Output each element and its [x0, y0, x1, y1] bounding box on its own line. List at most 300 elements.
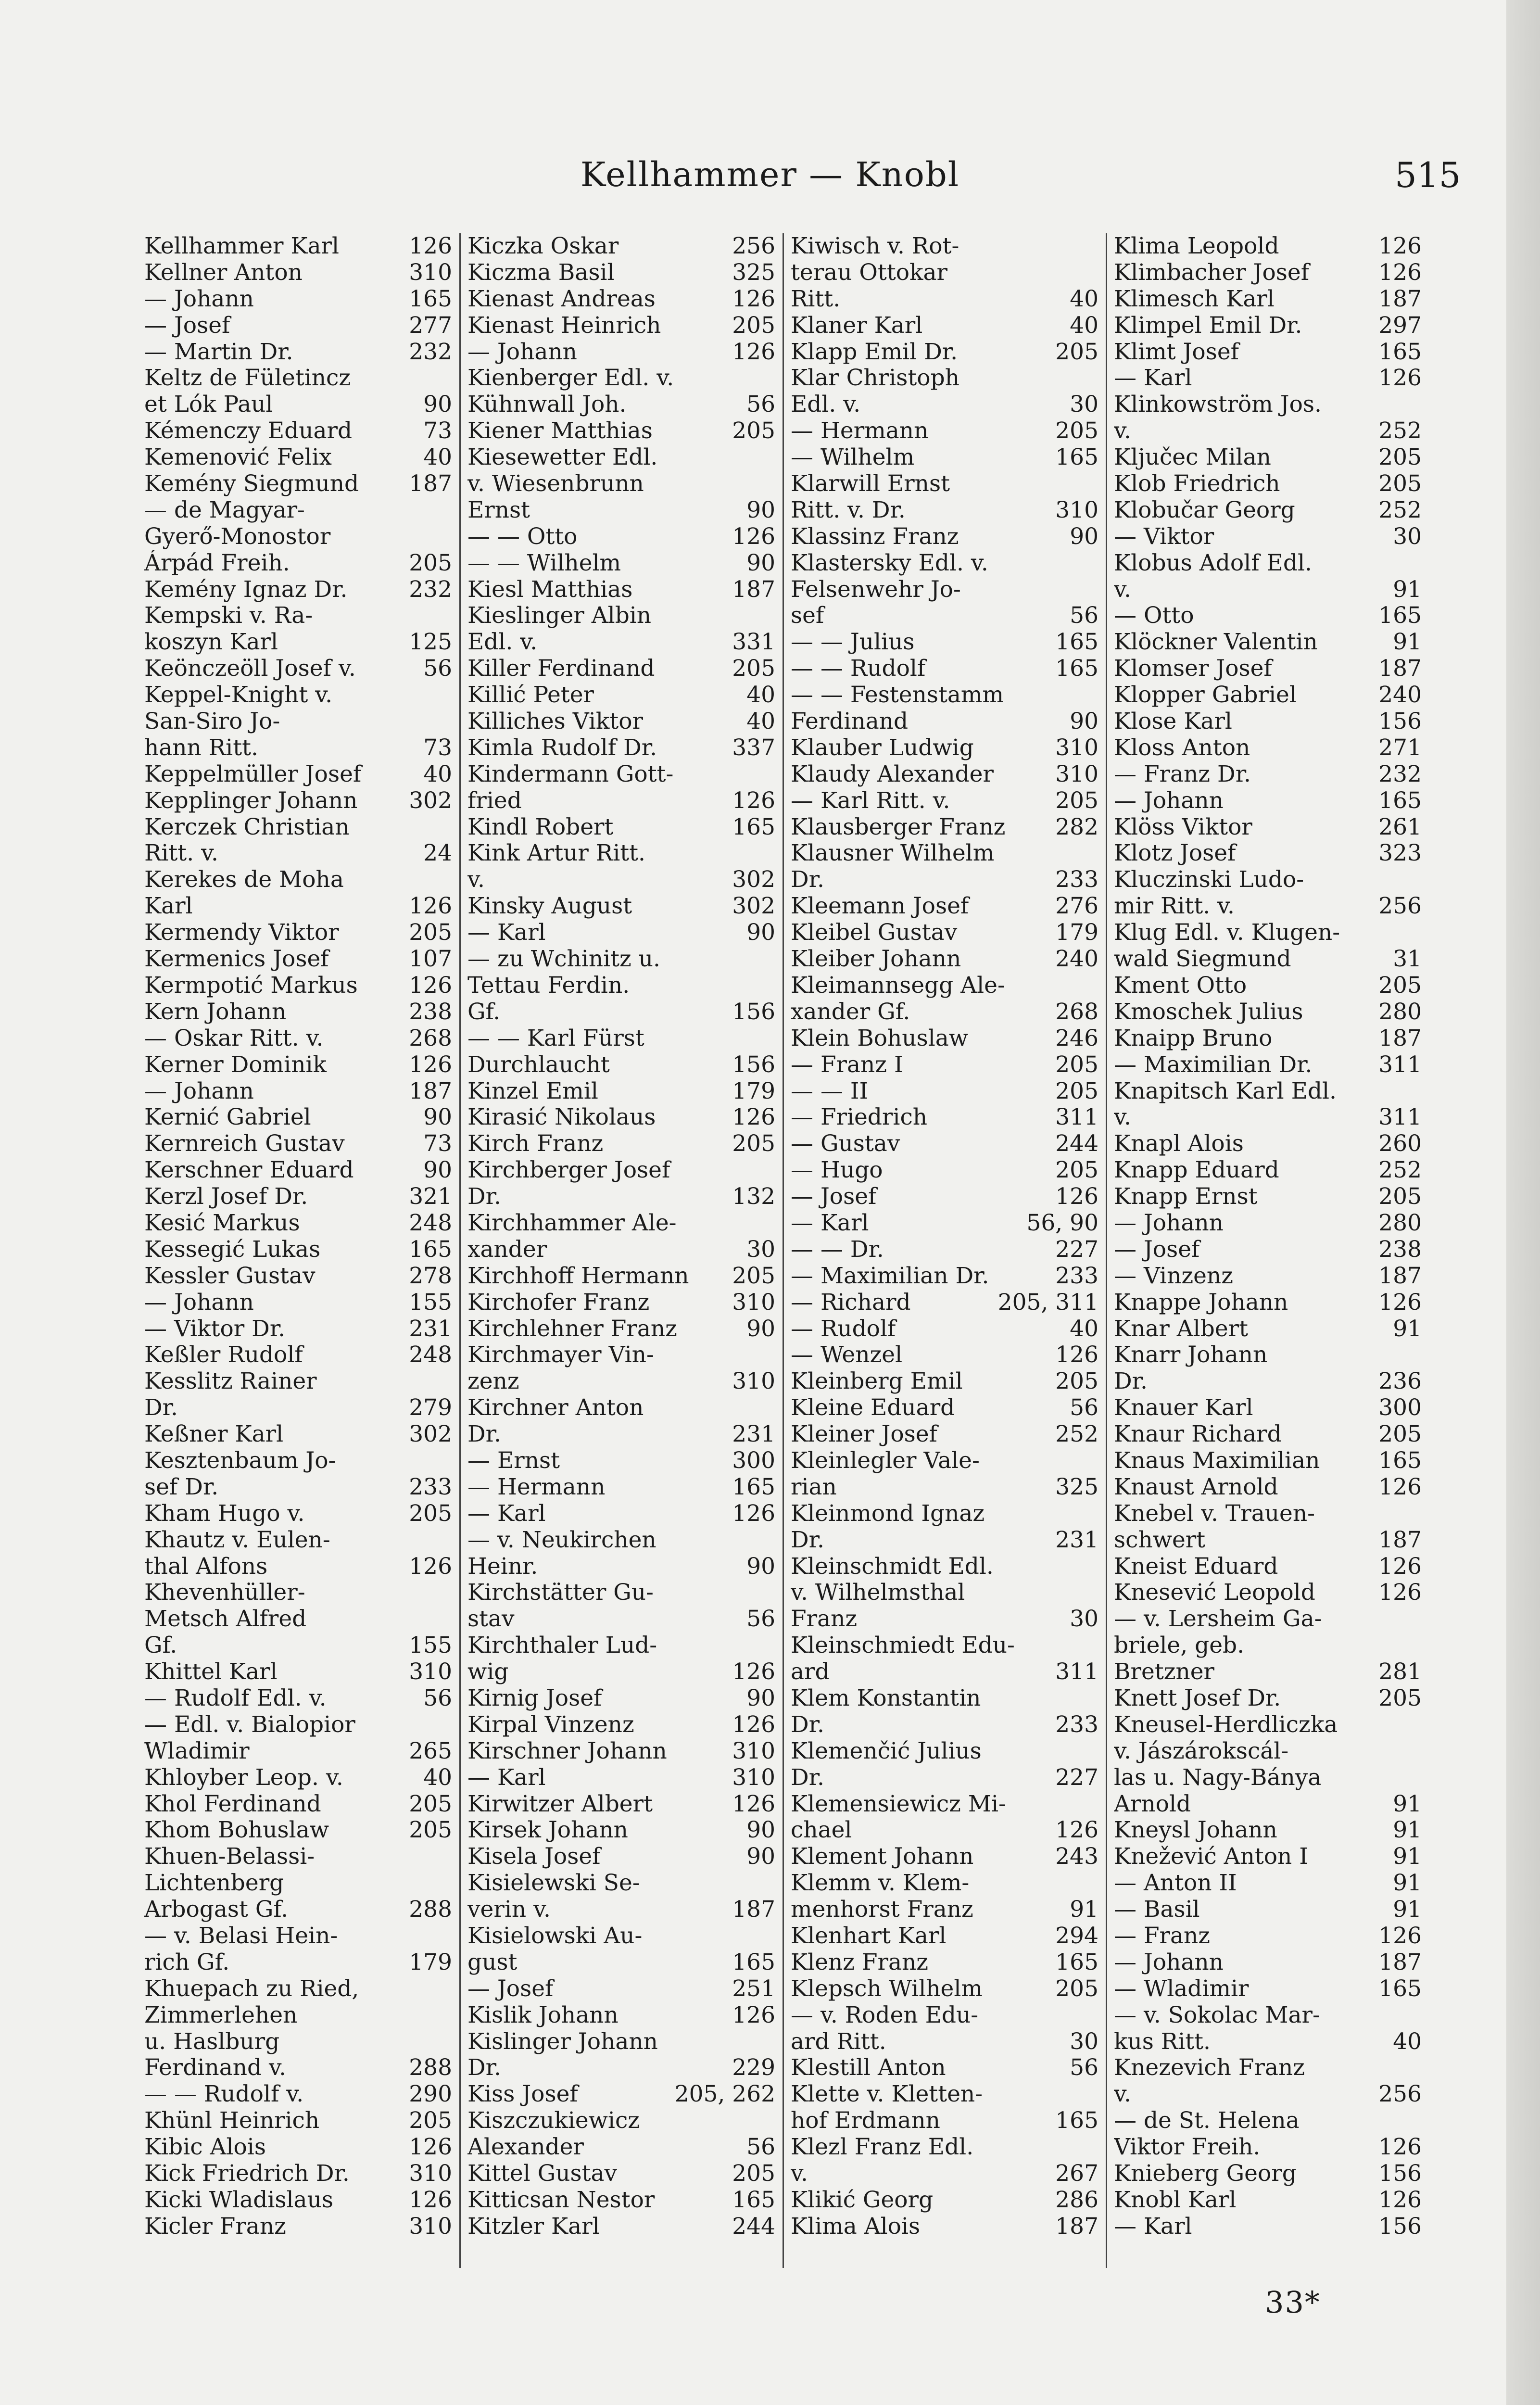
index-entry — [144, 2134, 452, 2161]
entry-name: — Franz — [1114, 1923, 1211, 1949]
entry-page-ref: 90 — [746, 1817, 775, 1844]
entry-page-ref: 205 — [732, 1131, 775, 1157]
entry-page-ref: 290 — [409, 2081, 452, 2108]
index-entry — [1114, 629, 1422, 656]
entry-page-ref: 40 — [1070, 286, 1098, 312]
entry-name: Khloyber Leop. v. — [144, 1764, 343, 1791]
index-entry — [467, 2187, 775, 2214]
index-entry — [467, 867, 775, 893]
entry-name: Kiesewetter Edl. — [467, 444, 658, 471]
entry-name: Klem Konstantin — [791, 1685, 981, 1711]
entry-name: — Rudolf — [791, 1316, 896, 1342]
index-entry — [144, 867, 452, 893]
entry-name: chael — [791, 1817, 852, 1844]
index-entry — [467, 1659, 775, 1685]
entry-page-ref: 187 — [1378, 1527, 1422, 1553]
index-entry — [1114, 1184, 1422, 1210]
entry-page-ref: 231 — [732, 1421, 775, 1448]
entry-name: Keßner Karl — [144, 1421, 284, 1448]
entry-page-ref: 56, 90 — [1026, 1210, 1098, 1236]
entry-page-ref: 227 — [1055, 1764, 1098, 1791]
entry-name: Kislik Johann — [467, 2002, 619, 2028]
index-entry — [791, 946, 1098, 973]
entry-page-ref: 205 — [1055, 1078, 1098, 1104]
index-entry — [791, 1791, 1098, 1818]
entry-page-ref: 244 — [1055, 1131, 1098, 1157]
index-entry — [467, 1527, 775, 1554]
index-entry — [1114, 788, 1422, 814]
entry-page-ref: 205, 311 — [997, 1289, 1098, 1316]
entry-name: Arbogast Gf. — [144, 1897, 289, 1923]
entry-page-ref: 205 — [1378, 444, 1422, 471]
entry-page-ref: 310 — [1055, 497, 1098, 523]
entry-name: Knaur Richard — [1114, 1421, 1282, 1448]
entry-name: Kerczek Christian — [144, 814, 350, 840]
entry-name: Kernić Gabriel — [144, 1104, 311, 1131]
entry-name: — Hermann — [791, 418, 929, 444]
entry-page-ref: 205 — [732, 656, 775, 682]
index-entry — [144, 2187, 452, 2214]
entry-page-ref: 179 — [1055, 920, 1098, 946]
index-entry — [1114, 1738, 1422, 1765]
entry-name: Alexander — [467, 2134, 584, 2161]
entry-page-ref: 56 — [1070, 603, 1098, 629]
entry-name: Dr. — [791, 867, 824, 893]
index-entry — [467, 260, 775, 286]
entry-page-ref: 205 — [409, 1791, 452, 1817]
entry-name: Kesić Markus — [144, 1210, 300, 1236]
index-entry — [1114, 1368, 1422, 1395]
index-entry — [1114, 392, 1422, 418]
entry-name: Klose Karl — [1114, 709, 1232, 735]
entry-page-ref: 126 — [409, 2187, 452, 2213]
index-entry — [467, 339, 775, 366]
entry-name: Klimt Josef — [1114, 339, 1239, 365]
entry-page-ref: 240 — [1055, 946, 1098, 973]
entry-name: hof Erdmann — [791, 2108, 940, 2134]
entry-page-ref: 205 — [409, 2108, 452, 2134]
entry-name: v. — [467, 867, 485, 893]
entry-name: — Johann — [1114, 1210, 1224, 1236]
entry-name: stav — [467, 1606, 515, 1633]
entry-name: Ferdinand v. — [144, 2055, 286, 2081]
index-entry — [791, 1501, 1098, 1527]
entry-page-ref: 90 — [423, 1157, 452, 1184]
entry-name: Klemm v. Klem- — [791, 1870, 970, 1897]
index-entry — [791, 2187, 1098, 2214]
index-entry — [1114, 1448, 1422, 1474]
index-entry — [467, 814, 775, 841]
index-entry — [467, 2214, 775, 2240]
index-entry — [467, 471, 775, 497]
entry-name: Klemenčić Julius — [791, 1738, 982, 1764]
index-column-2 — [467, 233, 775, 2268]
entry-name: Kleinschmiedt Edu- — [791, 1633, 1015, 1659]
index-entry — [467, 313, 775, 339]
entry-name: Kinsky August — [467, 893, 632, 920]
entry-name: xander — [467, 1236, 547, 1263]
index-entry — [144, 1210, 452, 1237]
entry-page-ref: 40 — [1393, 2028, 1422, 2055]
entry-name: Dr. — [144, 1395, 178, 1421]
entry-name: Dr. — [791, 1711, 824, 1738]
index-entry — [467, 1395, 775, 1421]
entry-name: Khom Bohuslaw — [144, 1817, 329, 1844]
entry-page-ref: 126 — [732, 2002, 775, 2028]
entry-name: Kiener Matthias — [467, 418, 653, 444]
entry-name: Khuen-Belassi- — [144, 1844, 315, 1870]
entry-page-ref: 229 — [732, 2055, 775, 2081]
index-entry — [467, 682, 775, 709]
index-entry — [144, 2029, 452, 2055]
index-entry — [1114, 1421, 1422, 1448]
entry-page-ref: 205 — [1055, 418, 1098, 444]
entry-name: Klöss Viktor — [1114, 814, 1252, 840]
entry-page-ref: 30 — [1070, 2028, 1098, 2055]
entry-name: Zimmerlehen — [144, 2002, 298, 2028]
entry-name: — Karl — [467, 920, 546, 946]
index-entry — [1114, 735, 1422, 761]
entry-page-ref: 125 — [409, 629, 452, 656]
index-entry — [1114, 1290, 1422, 1316]
entry-page-ref: 297 — [1378, 312, 1422, 339]
entry-name: Klestill Anton — [791, 2055, 946, 2081]
index-entry — [144, 1342, 452, 1368]
index-entry — [467, 1474, 775, 1501]
entry-page-ref: 126 — [1055, 1184, 1098, 1210]
entry-page-ref: 252 — [1378, 1157, 1422, 1184]
entry-page-ref: 126 — [409, 972, 452, 999]
entry-page-ref: 90 — [1070, 523, 1098, 550]
index-entry — [791, 1237, 1098, 1263]
entry-name: briele, geb. — [1114, 1633, 1245, 1659]
entry-name: Kneist Eduard — [1114, 1553, 1278, 1580]
entry-name: hann Ritt. — [144, 734, 258, 761]
index-entry — [791, 1685, 1098, 1712]
entry-page-ref: 90 — [423, 392, 452, 418]
entry-name: koszyn Karl — [144, 629, 278, 656]
entry-name: Edl. v. — [467, 629, 538, 656]
entry-name: — Basil — [1114, 1897, 1200, 1923]
entry-page-ref: 233 — [1055, 1711, 1098, 1738]
index-entry — [791, 1580, 1098, 1606]
entry-page-ref: 278 — [409, 1263, 452, 1289]
index-entry — [1114, 2214, 1422, 2240]
index-entry — [1114, 920, 1422, 946]
entry-page-ref: 126 — [732, 1500, 775, 1527]
entry-page-ref: 40 — [423, 761, 452, 787]
entry-name: Kick Friedrich Dr. — [144, 2161, 350, 2187]
entry-page-ref: 232 — [409, 576, 452, 603]
column-divider — [1106, 233, 1107, 2268]
entry-page-ref: 126 — [409, 1051, 452, 1078]
index-entry — [791, 365, 1098, 392]
index-entry — [467, 1897, 775, 1923]
entry-page-ref: 205 — [1378, 1685, 1422, 1711]
entry-name: Ferdinand — [791, 709, 909, 735]
index-entry — [791, 1263, 1098, 1290]
entry-page-ref: 276 — [1055, 893, 1098, 920]
entry-name: Kessegić Lukas — [144, 1236, 321, 1263]
entry-page-ref: 238 — [1378, 1236, 1422, 1263]
index-entry — [467, 1738, 775, 1765]
index-entry — [467, 392, 775, 418]
entry-name: Gyerő-Monostor — [144, 523, 331, 550]
entry-page-ref: 236 — [1378, 1368, 1422, 1395]
entry-page-ref: 288 — [409, 1897, 452, 1923]
index-entry — [791, 2055, 1098, 2081]
entry-name: Kiczma Basil — [467, 259, 615, 286]
entry-name: — Josef — [467, 1975, 554, 2002]
entry-name: Klobus Adolf Edl. — [1114, 550, 1312, 576]
entry-name: Kirchhoff Hermann — [467, 1263, 689, 1289]
entry-page-ref: 126 — [409, 1553, 452, 1580]
index-entry — [1114, 682, 1422, 709]
entry-name: — Vinzenz — [1114, 1263, 1233, 1289]
entry-page-ref: 187 — [732, 576, 775, 603]
index-entry — [144, 603, 452, 629]
entry-page-ref: 126 — [732, 787, 775, 814]
index-entry — [1114, 1501, 1422, 1527]
entry-name: — Franz I — [791, 1051, 903, 1078]
entry-name: Kneusel-Herdliczka — [1114, 1711, 1338, 1738]
index-entry — [1114, 1633, 1422, 1659]
entry-page-ref: 56 — [423, 1685, 452, 1711]
index-entry — [144, 1131, 452, 1157]
entry-page-ref: 30 — [746, 1236, 775, 1263]
entry-name: Knappe Johann — [1114, 1289, 1288, 1316]
entry-page-ref: 56 — [423, 656, 452, 682]
entry-name: Kienast Andreas — [467, 286, 656, 312]
entry-name: Dr. — [791, 1764, 824, 1791]
index-entry — [791, 1290, 1098, 1316]
entry-name: Klotz Josef — [1114, 840, 1236, 867]
index-entry — [1114, 999, 1422, 1025]
index-entry — [467, 893, 775, 920]
entry-page-ref: 90 — [423, 1104, 452, 1131]
index-entry — [791, 1104, 1098, 1131]
index-entry — [791, 1870, 1098, 1897]
entry-name: — Johann — [144, 1289, 254, 1316]
index-entry — [144, 893, 452, 920]
entry-page-ref: 205 — [1055, 1975, 1098, 2002]
index-entry — [1114, 444, 1422, 471]
entry-page-ref: 126 — [1055, 1817, 1098, 1844]
entry-page-ref: 165 — [1378, 1975, 1422, 2002]
entry-name: Kiczka Oskar — [467, 233, 619, 259]
entry-name: — Viktor — [1114, 523, 1214, 550]
index-entry — [144, 1421, 452, 1448]
index-entry — [144, 1765, 452, 1791]
index-entry — [467, 1368, 775, 1395]
index-entry — [791, 233, 1098, 260]
entry-page-ref: 205 — [1378, 471, 1422, 497]
entry-page-ref: 132 — [732, 1184, 775, 1210]
index-entry — [791, 1554, 1098, 1580]
index-entry — [144, 1290, 452, 1316]
index-entry — [791, 1157, 1098, 1184]
entry-name: Kirchberger Josef — [467, 1157, 670, 1184]
entry-name: Keppel-Knight v. — [144, 682, 333, 709]
entry-name: Kleinberg Emil — [791, 1368, 963, 1395]
entry-page-ref: 294 — [1055, 1923, 1098, 1949]
entry-name: — Otto — [1114, 603, 1194, 629]
index-entry — [467, 444, 775, 471]
index-entry — [791, 735, 1098, 761]
index-entry — [791, 1448, 1098, 1474]
entry-name: — Karl — [467, 1500, 546, 1527]
entry-name: — Josef — [791, 1184, 877, 1210]
entry-name: Ritt. v. Dr. — [791, 497, 906, 523]
entry-page-ref: 91 — [1393, 576, 1422, 603]
index-entry — [467, 1421, 775, 1448]
entry-name: — Franz Dr. — [1114, 761, 1251, 787]
index-entry — [467, 788, 775, 814]
entry-page-ref: 179 — [732, 1078, 775, 1104]
index-entry — [144, 471, 452, 497]
entry-name: Khünl Heinrich — [144, 2108, 320, 2134]
entry-name: Knežević Anton I — [1114, 1844, 1308, 1870]
entry-name: Khittel Karl — [144, 1659, 278, 1685]
index-entry — [1114, 1527, 1422, 1554]
entry-name: sef — [791, 603, 824, 629]
entry-name: Klobučar Georg — [1114, 497, 1295, 523]
index-entry — [791, 471, 1098, 497]
index-entry — [791, 2161, 1098, 2187]
index-entry — [1114, 233, 1422, 260]
entry-page-ref: 126 — [732, 1791, 775, 1817]
entry-name: Klezl Franz Edl. — [791, 2134, 974, 2161]
index-entry — [144, 1712, 452, 1738]
index-entry — [1114, 1237, 1422, 1263]
index-entry — [791, 1078, 1098, 1105]
index-entry — [144, 233, 452, 260]
index-entry — [1114, 1157, 1422, 1184]
entry-name: Knapitsch Karl Edl. — [1114, 1078, 1337, 1104]
entry-name: Kirsek Johann — [467, 1817, 628, 1844]
index-entry — [791, 1897, 1098, 1923]
entry-name: — Wilhelm — [791, 444, 915, 471]
index-entry — [467, 999, 775, 1025]
entry-name: — Hugo — [791, 1157, 883, 1184]
index-entry — [1114, 2108, 1422, 2134]
index-entry — [467, 1290, 775, 1316]
entry-name: Klimbacher Josef — [1114, 259, 1310, 286]
entry-name: v. — [1114, 576, 1131, 603]
entry-page-ref: 91 — [1393, 1844, 1422, 1870]
entry-page-ref: 246 — [1055, 1025, 1098, 1051]
index-entry — [1114, 365, 1422, 392]
entry-page-ref: 90 — [746, 1316, 775, 1342]
entry-page-ref: 310 — [732, 1368, 775, 1395]
entry-name: Kesslitz Rainer — [144, 1368, 317, 1395]
entry-name: — — Dr. — [791, 1236, 884, 1263]
index-entry — [791, 1025, 1098, 1052]
entry-name: — Johann — [467, 339, 577, 365]
entry-name: — — Rudolf — [791, 656, 926, 682]
entry-page-ref: 271 — [1378, 734, 1422, 761]
entry-page-ref: 126 — [1378, 2134, 1422, 2161]
entry-page-ref: 187 — [1378, 1949, 1422, 1975]
entry-name: Dr. — [467, 1184, 501, 1210]
index-entry — [791, 999, 1098, 1025]
entry-page-ref: 205, 262 — [674, 2081, 775, 2108]
entry-name: Killiches Viktor — [467, 709, 643, 735]
entry-name: Kleibel Gustav — [791, 920, 958, 946]
index-entry — [467, 1157, 775, 1184]
entry-page-ref: 243 — [1055, 1844, 1098, 1870]
index-entry — [1114, 1025, 1422, 1052]
entry-name: Felsenwehr Jo- — [791, 576, 961, 603]
entry-page-ref: 126 — [1378, 1923, 1422, 1949]
index-entry — [467, 2134, 775, 2161]
entry-name: Bretzner — [1114, 1659, 1215, 1685]
entry-name: — v. Sokolac Mar- — [1114, 2002, 1320, 2028]
entry-name: thal Alfons — [144, 1553, 268, 1580]
index-column-3 — [791, 233, 1098, 2268]
entry-page-ref: 165 — [1378, 603, 1422, 629]
index-entry — [144, 1395, 452, 1421]
entry-name: Kemény Siegmund — [144, 471, 359, 497]
entry-name: Klemensiewicz Mi- — [791, 1791, 1006, 1817]
entry-name: Kirchofer Franz — [467, 1289, 650, 1316]
entry-page-ref: 126 — [732, 1711, 775, 1738]
entry-name: Kémenczy Eduard — [144, 418, 353, 444]
entry-name: wald Siegmund — [1114, 946, 1291, 973]
entry-name: Ernst — [467, 497, 530, 523]
entry-page-ref: 311 — [1378, 1104, 1422, 1131]
entry-name: Kluczinski Ludo- — [1114, 867, 1304, 893]
entry-page-ref: 187 — [409, 1078, 452, 1104]
entry-name: Kermpotić Markus — [144, 972, 358, 999]
entry-name: u. Haslburg — [144, 2028, 280, 2055]
entry-name: Kitticsan Nestor — [467, 2187, 655, 2213]
entry-page-ref: 321 — [409, 1184, 452, 1210]
entry-name: Kimla Rudolf Dr. — [467, 734, 657, 761]
index-entry — [791, 1131, 1098, 1157]
entry-name: Klimpel Emil Dr. — [1114, 312, 1302, 339]
index-entry — [144, 577, 452, 603]
entry-name: Kinzel Emil — [467, 1078, 598, 1104]
entry-page-ref: 179 — [409, 1949, 452, 1975]
entry-page-ref: 205 — [1055, 1368, 1098, 1395]
entry-name: Kiszczukiewicz — [467, 2108, 640, 2134]
entry-page-ref: 205 — [732, 418, 775, 444]
entry-page-ref: 302 — [732, 893, 775, 920]
entry-page-ref: 325 — [732, 259, 775, 286]
entry-name: v. — [1114, 1104, 1131, 1131]
entry-page-ref: 281 — [1378, 1659, 1422, 1685]
entry-name: Klement Johann — [791, 1844, 974, 1870]
index-entry — [1114, 1897, 1422, 1923]
entry-name: Kindl Robert — [467, 814, 614, 840]
index-entry — [791, 1738, 1098, 1765]
index-entry — [467, 1923, 775, 1949]
entry-page-ref: 256 — [1378, 893, 1422, 920]
entry-page-ref: 265 — [409, 1738, 452, 1764]
index-entry — [1114, 1316, 1422, 1342]
entry-page-ref: 260 — [1378, 1131, 1422, 1157]
entry-name: rian — [791, 1474, 837, 1500]
index-entry — [144, 497, 452, 524]
index-entry — [791, 1817, 1098, 1844]
entry-name: menhorst Franz — [791, 1897, 973, 1923]
entry-page-ref: 187 — [732, 1897, 775, 1923]
entry-name: zenz — [467, 1368, 519, 1395]
index-entry — [144, 2002, 452, 2029]
entry-page-ref: 310 — [1055, 734, 1098, 761]
index-entry — [467, 1606, 775, 1633]
